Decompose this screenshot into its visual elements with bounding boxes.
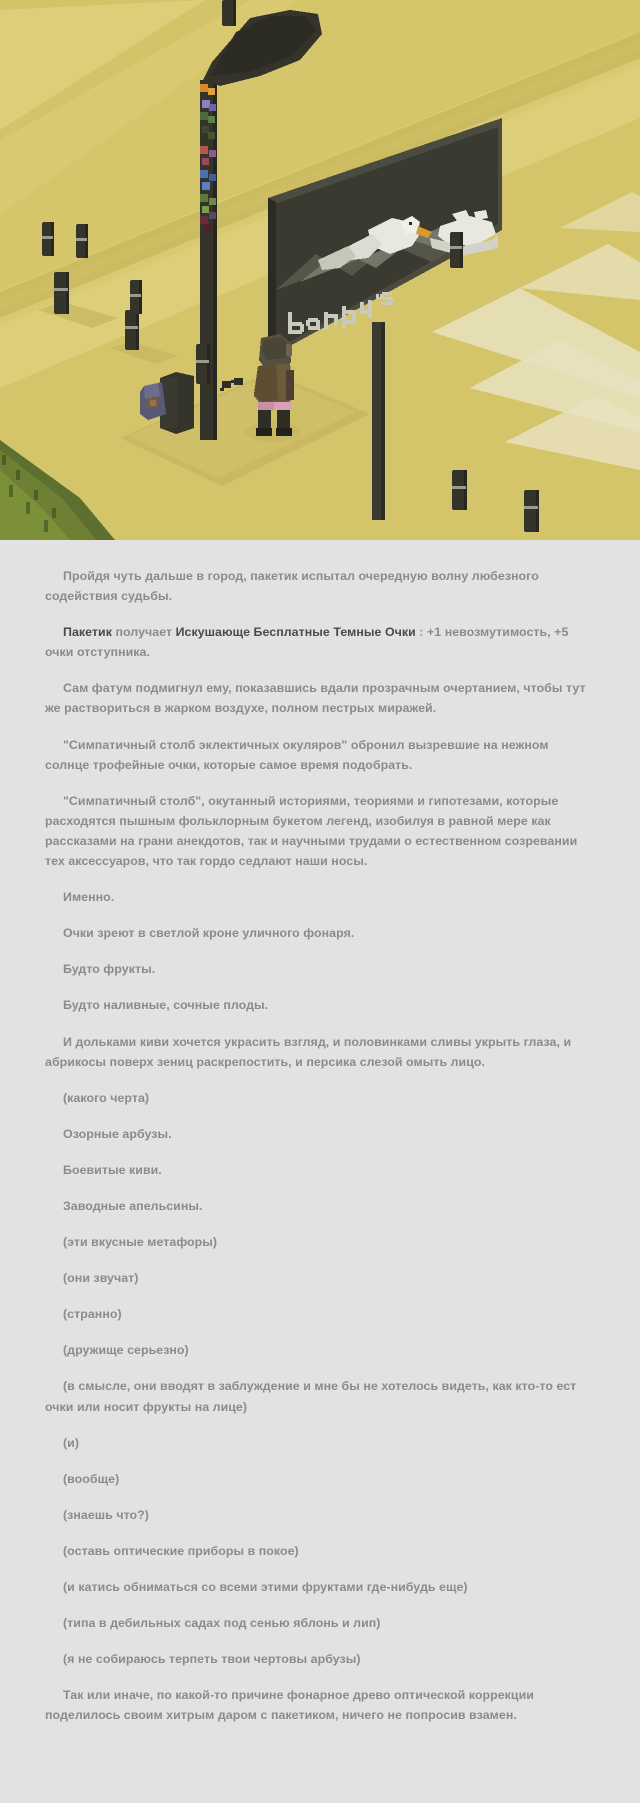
text-run: Будто наливные, сочные плоды.	[63, 998, 269, 1013]
text-run-stat: :	[415, 625, 427, 640]
text-run: "Симпатичный столб эклектичных окуляров" обронил вызревшие на нежном солнце трофейные очки, которые самое время подобрать.	[45, 737, 549, 772]
story-paragraph	[45, 1196, 595, 1216]
text-run: (какого черта)	[63, 1090, 150, 1105]
story-paragraph	[45, 1232, 595, 1252]
story-paragraph	[45, 887, 595, 907]
text-run: Боевитые киви.	[63, 1162, 162, 1177]
story-paragraph	[45, 1124, 595, 1144]
text-run: Заводные апельсины.	[63, 1198, 203, 1213]
text-run: И дольками киви хочется украсить взгляд, и половинками сливы укрыть глаза, и абрикосы поверх зениц раскрепостить, и персика слезой омыть лицо.	[45, 1034, 572, 1069]
text-run: (и)	[63, 1435, 80, 1450]
story-paragraph	[45, 1032, 595, 1072]
story-paragraph	[45, 1160, 595, 1180]
story-paragraph	[45, 1340, 595, 1360]
text-run: получает	[111, 625, 176, 640]
backpack	[140, 382, 166, 420]
story-paragraph	[45, 1433, 595, 1453]
text-run: Озорные арбузы.	[63, 1126, 172, 1141]
text-run: "Симпатичный столб", окутанный историями, теориями и гипотезами, которые расходятся пышным фольклорным букетом легенд, изобилуя в равной мере как рассказами на грани анекдотов, так и научными трудами о естественном созревании тех аксессуаров, что так гордо седлают наши носы.	[45, 793, 578, 869]
story-paragraph	[45, 1304, 595, 1324]
story-paragraph	[45, 1505, 595, 1525]
billboard-post	[372, 322, 381, 520]
trash-bin	[160, 372, 194, 434]
text-run: (в смысле, они вводят в заблуждение и мне бы не хотелось видеть, как кто-то ест очки или носит фрукты на лице)	[45, 1379, 577, 1414]
text-run-item: Искушающе Бесплатные Темные Очки	[175, 625, 416, 640]
text-run-name: Пакетик	[63, 625, 112, 640]
story-paragraph	[45, 1685, 595, 1725]
text-run: (и катись обниматься со всеми этими фруктами где-нибудь еще)	[63, 1580, 468, 1594]
text-run: (странно)	[63, 1307, 122, 1322]
story-paragraph	[45, 1469, 595, 1489]
story-paragraph	[45, 566, 595, 606]
text-run: (дружище серьезно)	[63, 1343, 189, 1358]
text-run: Именно.	[63, 890, 115, 905]
text-run: (типа в дебильных садах под сенью яблонь и лип)	[63, 1616, 381, 1631]
text-run: (они звучат)	[63, 1271, 139, 1286]
story-paragraph	[45, 735, 595, 775]
text-run: (я не собираюсь терпеть твои чертовы арбузы)	[63, 1652, 361, 1667]
story-paragraph	[45, 1613, 595, 1633]
story-paragraph	[45, 995, 595, 1015]
story-paragraph	[45, 622, 595, 662]
story-paragraph	[45, 923, 595, 943]
text-run: (эти вкусные метафоры)	[63, 1235, 218, 1250]
bollard-5	[452, 470, 466, 510]
text-run: +1 невозмутимость, +5 очки отступника.	[45, 625, 569, 660]
story-paragraph	[45, 959, 595, 979]
bollard-1	[54, 272, 68, 314]
text-run: Так или иначе, по какой-то причине фонарное древо оптической коррекции поделилось своим хитрым даром с пакетиком, ничего не попросив взамен.	[45, 1688, 534, 1723]
story-paragraph	[45, 1268, 595, 1288]
story-text-panel	[0, 540, 640, 1759]
text-run: (знаешь что?)	[63, 1507, 149, 1522]
story-paragraph	[45, 1376, 595, 1416]
story-paragraph	[45, 1577, 595, 1597]
text-run: Очки зреют в светлой кроне уличного фонаря.	[63, 926, 355, 941]
story-paragraph	[45, 1649, 595, 1669]
story-paragraph	[45, 678, 595, 718]
story-paragraph	[45, 1541, 595, 1561]
lamp-pole	[200, 230, 215, 440]
text-run: Будто фрукты.	[63, 962, 156, 977]
text-run: (вообще)	[63, 1471, 120, 1486]
bollard-6	[524, 490, 538, 532]
story-paragraph	[45, 1088, 595, 1108]
game-scene-illustration	[0, 0, 640, 540]
scene-svg	[0, 0, 640, 540]
story-paragraph	[45, 791, 595, 871]
text-run: Сам фатум подмигнул ему, показавшись вдали прозрачным очертанием, чтобы тут же раствориться в жарком воздухе, полном пестрых миражей.	[45, 681, 586, 716]
text-run: (оставь оптические приборы в покое)	[63, 1543, 299, 1558]
text-run: Пройдя чуть дальше в город, пакетик испытал очередную волну любезного содействия судьбы.	[45, 569, 539, 604]
